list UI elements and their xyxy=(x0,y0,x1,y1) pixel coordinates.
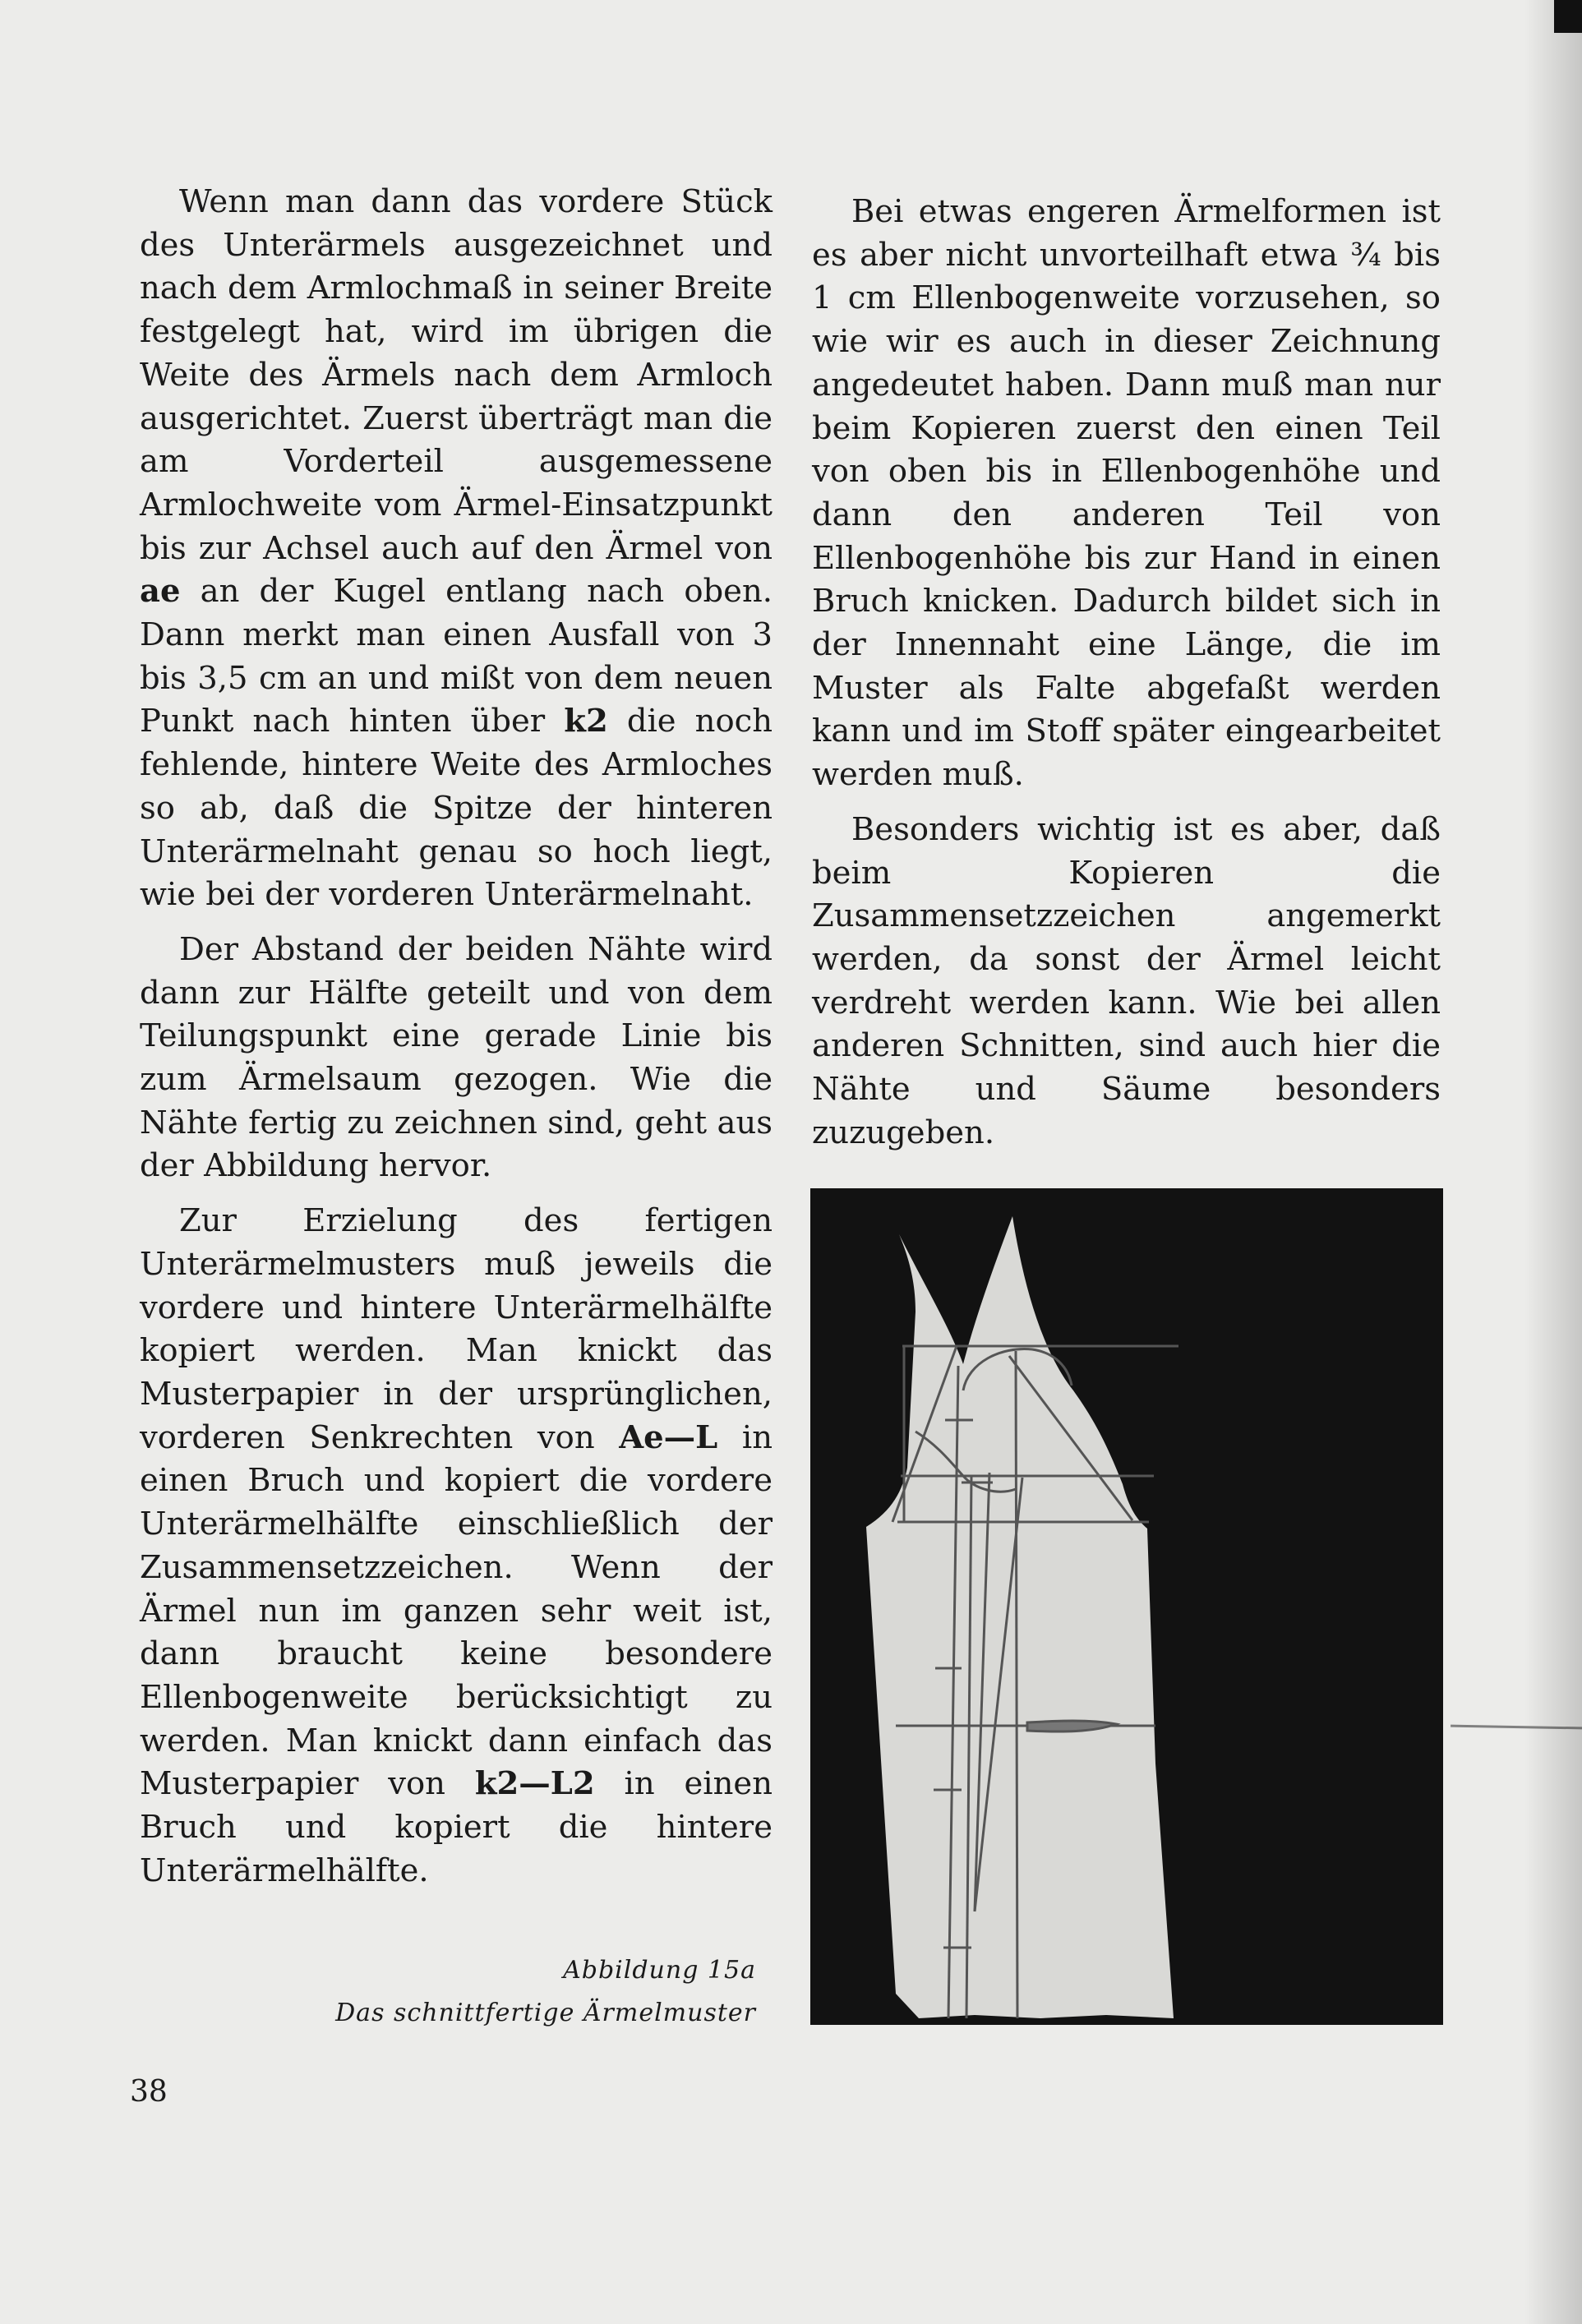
paragraph xyxy=(140,1200,773,1893)
paragraph xyxy=(140,929,773,1188)
text-run: Besonders wichtig ist es aber, daß beim Kopieren die Zusammensetzzeichen angemerkt werden, da sonst der Ärmel leicht verdreht werden kann. Wie bei allen anderen Schnitten, sind auch hier die Nähte und Säume besonders zuzugeben. xyxy=(812,810,1441,1151)
paragraph xyxy=(140,181,773,917)
right-text-column xyxy=(812,191,1441,1166)
page-edge-shadow xyxy=(1524,0,1582,2324)
bold-term: ae xyxy=(140,573,181,611)
text-run: Der Abstand der beiden Nähte wird dann zur Hälfte geteilt und von dem Teilungspunkt eine gerade Linie bis zum Ärmelsaum gezogen. Wie die Nähte fertig zu zeichnen sind, geht aus der Abbildung hervor. xyxy=(140,930,773,1185)
paragraph xyxy=(812,809,1441,1155)
figure-caption-subtitle: Das schnittfertige Ärmelmuster xyxy=(335,1999,756,2027)
text-run: Zur Erzielung des fertigen Unterärmelmusters muß jeweils die vordere und hintere Unterärmelhälfte kopiert werden. Man knickt das Musterpapier in der ursprünglichen, vorderen Senkrechten von xyxy=(140,1202,773,1456)
sleeve-pattern-photo xyxy=(810,1188,1443,2025)
text-run: die noch fehlende, hintere Weite des Armloches so ab, daß die Spitze der hinteren Unterärmelnaht genau so hoch liegt, wie bei der vorderen Unterärmelnaht. xyxy=(140,703,773,914)
text-run: in einen Bruch und kopiert die vordere Unterärmelhälfte einschließlich der Zusammensetzzeichen. Wenn der Ärmel nun im ganzen sehr weit ist, dann braucht keine besondere Ellenbogenweite berücksichtigt zu werden. Man knickt dann einfach das Musterpapier von xyxy=(140,1418,773,1803)
sleeve-pattern-drawing xyxy=(810,1188,1443,2025)
page-fold-mark xyxy=(1451,1725,1582,1738)
page-number: 38 xyxy=(130,2075,168,2109)
figure-caption-title: Abbildung 15a xyxy=(563,1956,756,1985)
bold-term: k2 xyxy=(564,703,608,740)
bold-term: Ae—L xyxy=(619,1418,718,1456)
left-text-column xyxy=(140,181,773,1904)
text-run: in einen Bruch und kopiert die hintere Unterärmelhälfte. xyxy=(140,1765,773,1889)
bold-term: k2—L2 xyxy=(474,1765,595,1803)
text-run: Bei etwas engeren Ärmelformen ist es aber nicht unvorteilhaft etwa ¾ bis 1 cm Ellenbogenweite vorzusehen, so wie wir es auch in dieser Zeichnung angedeutet haben. Dann muß man nur beim Kopieren zuerst den einen Teil von oben bis in Ellenbogenhöhe und dann den anderen Teil von Ellenbogenhöhe bis zur Hand in einen Bruch knicken. Dadurch bildet sich in der Innennaht eine Länge, die im Muster als Falte abgefaßt werden kann und im Stoff später eingearbeitet werden muß. xyxy=(812,193,1441,794)
text-run: an der Kugel entlang nach oben. Dann merkt man einen Ausfall von 3 bis 3,5 cm an und mißt von dem neuen Punkt nach hinten über xyxy=(140,573,773,740)
scan-corner-shadow xyxy=(1554,0,1582,33)
paragraph xyxy=(812,191,1441,797)
text-run: Wenn man dann das vordere Stück des Unterärmels ausgezeichnet und nach dem Armlochmaß in seiner Breite festgelegt hat, wird im übrigen die Weite des Ärmels nach dem Armloch ausgerichtet. Zuerst überträgt man die am Vorderteil ausgemessene Armlochweite vom Ärmel-Einsatzpunkt bis zur Achsel auch auf den Ärmel von xyxy=(140,183,773,567)
